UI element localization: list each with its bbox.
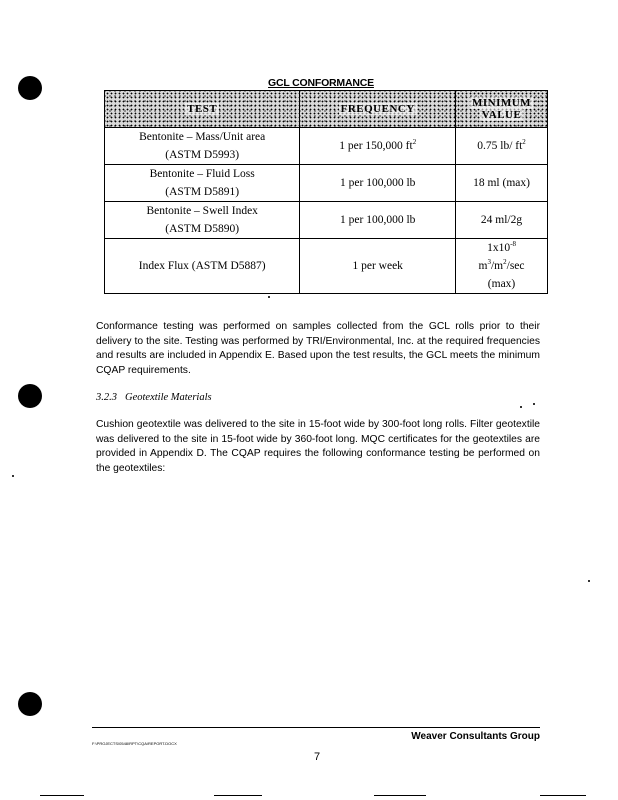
cell-value: 18 ml (max) (456, 165, 548, 202)
scan-speck (520, 406, 522, 408)
section-number: 3.2.3 (96, 392, 117, 403)
table-row (105, 128, 548, 165)
paragraph-conformance-testing: Conformance testing was performed on samples collected from the GCL rolls prior to their delivery to the site. Testing was performed by TRI/Environmental, Inc. at the required frequencies and results are included in Appendix E. Based upon the test results, the GCL meets the minimum CQAP requirements. (96, 321, 540, 376)
scan-speck (268, 296, 270, 298)
cell-test: Bentonite – Fluid Loss (ASTM D5891) (105, 165, 300, 202)
table-row (105, 202, 548, 239)
cell-test: Bentonite – Swell Index (ASTM D5890) (105, 202, 300, 239)
footer-divider (92, 727, 540, 728)
cell-test: Bentonite – Mass/Unit area (ASTM D5993) (105, 128, 300, 165)
scan-speck (12, 475, 14, 477)
footer-company: Weaver Consultants Group (411, 731, 540, 742)
header-frequency: FREQUENCY (300, 91, 456, 128)
table-row (105, 239, 548, 294)
header-test: TEST (105, 91, 300, 128)
section-heading (96, 392, 212, 403)
cell-frequency: 1 per 100,000 lb (300, 165, 456, 202)
cell-frequency: 1 per 150,000 $ft^2$ (300, 128, 456, 165)
cell-frequency: 1 per 100,000 lb (300, 202, 456, 239)
cell-test: Index Flux (ASTM D5887) (105, 239, 300, 294)
table-header-row (105, 91, 548, 128)
cell-value: 24 ml/2g (456, 202, 548, 239)
scan-edge-mark (214, 795, 262, 796)
scan-speck (533, 403, 535, 405)
paragraph-geotextile: Cushion geotextile was delivered to the site in 15-foot wide by 300-foot long rolls. Filter geotextile was delivered to the site in 15-foot wide by 360-foot long. MQC certificates for the geotextiles are provided in Appendix D. The CQAP requires the following conformance testing be performed on the geotextiles: (96, 419, 540, 474)
punch-hole-bottom (18, 692, 42, 716)
header-minimum-value: MINIMUM VALUE (456, 91, 548, 128)
section-title: Geotextile Materials (125, 392, 212, 403)
punch-hole-middle (18, 384, 42, 408)
scan-edge-mark (374, 795, 426, 796)
punch-hole-top (18, 76, 42, 100)
scan-edge-mark (40, 795, 84, 796)
scan-speck (588, 580, 590, 582)
cell-value: $1x10^{-8}$ $m^3/m^2/\sec$ (max) (456, 239, 548, 294)
gcl-conformance-table (104, 90, 548, 294)
table-row (105, 165, 548, 202)
page-number: 7 (313, 751, 321, 763)
cell-value: 0.75 lb/ $ft^2$ (456, 128, 548, 165)
cell-frequency: 1 per week (300, 239, 456, 294)
scan-edge-mark (540, 795, 586, 796)
table-title: GCL CONFORMANCE (268, 77, 374, 89)
footer-file-path: F:\PROJECTS\0548\RPT\CQA\REPORT.DOCX (92, 741, 177, 746)
